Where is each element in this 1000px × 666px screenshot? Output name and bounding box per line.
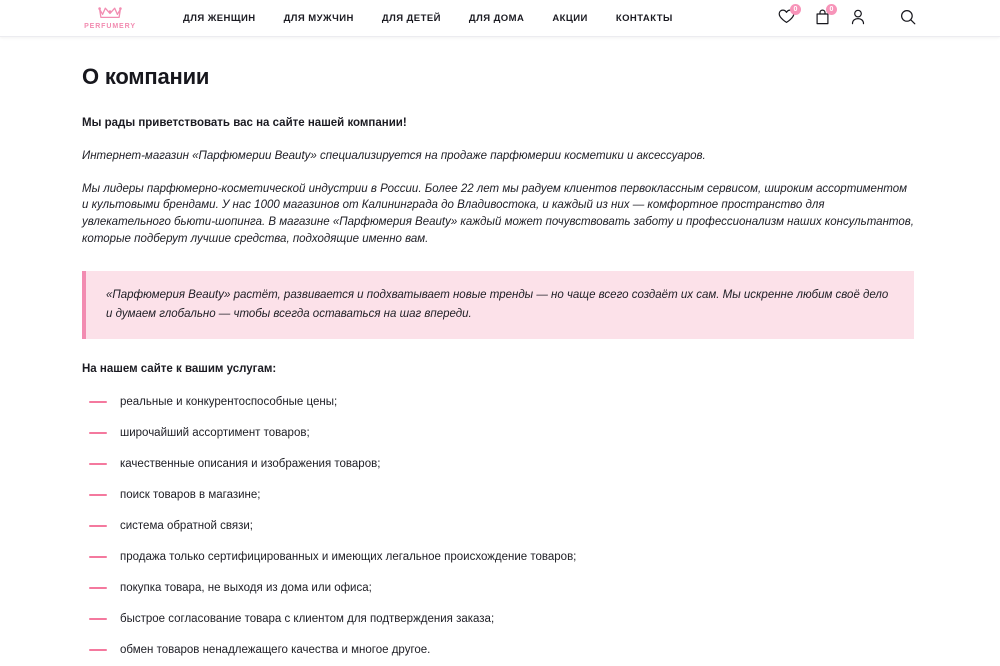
dash-marker-icon (89, 618, 107, 620)
services-heading: На нашем сайте к вашим услугам: (82, 362, 277, 375)
dash-marker-icon (89, 649, 107, 651)
services-list (82, 387, 918, 666)
list-item-label: обмен товаров ненадлежащего качества и многое другое. (120, 644, 431, 657)
list-item-label: покупка товара, не выходя из дома или офиса; (120, 582, 372, 595)
about-paragraph: Мы лидеры парфюмерно-косметической индустрии в России. Более 22 лет мы радуем клиентов первоклассным сервисом, широким ассортиментом и культовыми брендами. У нас 1000 магазинов от Калининграда до Владивостока, и каждый из них — комфортное пространство для увлекательного бьюти-шопинга. В магазине «Парфюмерия Beauty» каждый может почувствовать заботу и профессионализм наших консультантов, которые подберут лучшие средства, подходящие именно вам. (82, 182, 914, 245)
nav-item-sales[interactable]: АКЦИИ (552, 12, 588, 24)
list-item (82, 418, 918, 449)
list-item (82, 480, 918, 511)
account-button[interactable] (848, 8, 868, 28)
list-item (82, 387, 918, 418)
cart-count-badge: 0 (826, 4, 837, 15)
list-item (82, 573, 918, 604)
crown-icon (98, 6, 122, 21)
page-title: О компании (82, 64, 210, 89)
page-content (0, 64, 1000, 666)
user-icon (851, 9, 865, 28)
search-icon (900, 9, 916, 28)
list-item (82, 511, 918, 542)
brand-name: PERFUMERY (84, 23, 136, 30)
site-header (0, 0, 1000, 37)
dash-marker-icon (89, 494, 107, 496)
intro-paragraph: Интернет-магазин «Парфюмерии Beauty» специализируется на продаже парфюмерии косметики и аксессуаров. (82, 150, 706, 162)
wishlist-count-badge: 0 (790, 4, 801, 15)
nav-item-home[interactable]: ДЛЯ ДОМА (468, 12, 525, 24)
list-item (82, 604, 918, 635)
list-item-label: продажа только сертифицированных и имеющих легальное происхождение товаров; (120, 551, 577, 564)
cart-button[interactable] (812, 8, 832, 28)
list-item (82, 449, 918, 480)
dash-marker-icon (89, 556, 107, 558)
main-nav (183, 13, 673, 24)
list-item-label: реальные и конкурентоспособные цены; (120, 396, 338, 409)
dash-marker-icon (89, 587, 107, 589)
list-item-label: широчайший ассортимент товаров; (120, 427, 310, 440)
search-button[interactable] (898, 8, 918, 28)
list-item-label: быстрое согласование товара с клиентом для подтверждения заказа; (120, 613, 495, 626)
dash-marker-icon (89, 463, 107, 465)
nav-item-women[interactable]: ДЛЯ ЖЕНЩИН (183, 12, 256, 24)
dash-marker-icon (89, 432, 107, 434)
nav-item-kids[interactable]: ДЛЯ ДЕТЕЙ (381, 12, 441, 24)
lead-paragraph: Мы рады приветствовать вас на сайте нашей компании! (82, 117, 407, 129)
dash-marker-icon (89, 401, 107, 403)
nav-item-men[interactable]: ДЛЯ МУЖЧИН (283, 12, 354, 24)
list-item (82, 635, 918, 666)
header-actions (776, 8, 918, 28)
list-item-label: качественные описания и изображения товаров; (120, 458, 381, 471)
nav-item-contacts[interactable]: КОНТАКТЫ (615, 12, 673, 24)
highlight-callout (82, 271, 914, 339)
list-item-label: поиск товаров в магазине; (120, 489, 261, 502)
wishlist-button[interactable] (776, 8, 796, 28)
list-item-label: система обратной связи; (120, 520, 253, 533)
callout-text: «Парфюмерия Beauty» растёт, развивается и подхватывает новые тренды — но чаще всего создаёт их сам. Мы искренне любим своё дело и думаем глобально — чтобы всегда оставаться на шаг впереди. (106, 289, 889, 320)
brand-logo[interactable] (82, 6, 138, 30)
list-item (82, 542, 918, 573)
dash-marker-icon (89, 525, 107, 527)
